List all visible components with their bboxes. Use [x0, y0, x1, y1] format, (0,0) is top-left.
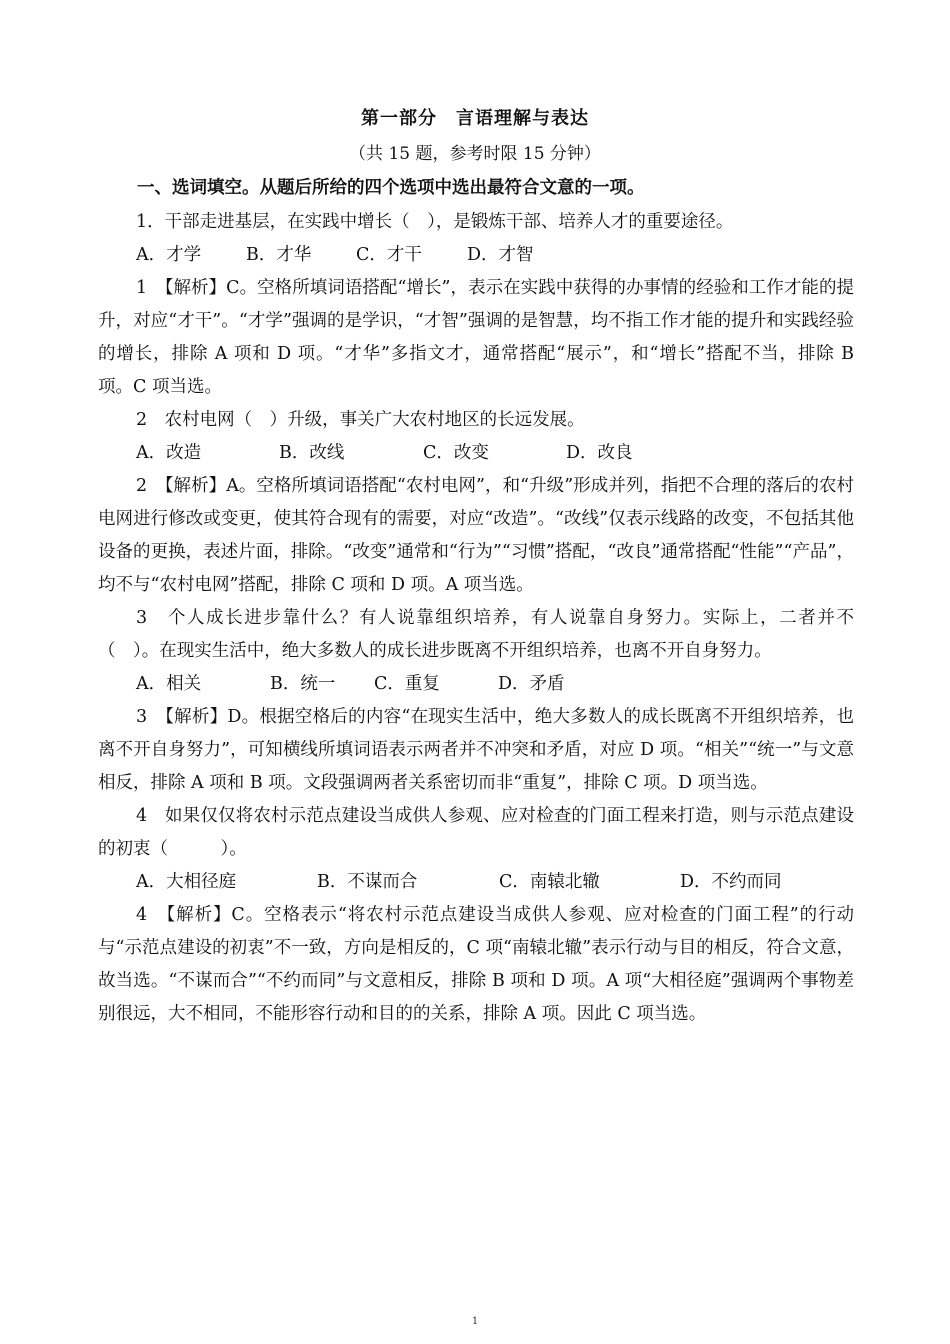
- page-number: 1: [471, 1316, 479, 1327]
- options-row: [98, 239, 854, 272]
- option-d: D．矛盾: [498, 674, 565, 694]
- option-d: D．不约而同: [680, 872, 782, 892]
- option-a: A．才学: [136, 245, 202, 265]
- options-row: [98, 668, 854, 701]
- analysis-paragraph: 4 【解析】C。空格表示“将农村示范点建设当成供人参观、应对检查的门面工程”的行动与“示范点建设的初衷”不一致，方向是相反的，C 项“南辕北辙”表示行动与目的相反，符合文意，故当选。“不谋而合”“不约而同”与文意相反，排除 B 项和 D 项。A 项“大相径庭”强调两个事物差别很远，大不相同，不能形容行动和目的的关系，排除 A 项。因此 C 项当选。: [98, 905, 854, 1024]
- option-b: B．改线: [279, 443, 345, 463]
- option-a: A．大相径庭: [136, 872, 237, 892]
- analysis-paragraph: 1 【解析】C。空格所填词语搭配“增长”，表示在实践中获得的办事情的经验和工作才能的提升，对应“才干”。“才学”强调的是学识，“才智”强调的是智慧，均不指工作才能的提升和实践经验的增长，排除 A 项和 D 项。“才华”多指文才，通常搭配“展示”，和“增长”搭配不当，排除 B 项。C 项当选。: [98, 278, 854, 397]
- option-b: B．不谋而合: [317, 872, 418, 892]
- question-stem: 2 农村电网（ ）升级，事关广大农村地区的长远发展。: [136, 410, 585, 430]
- option-c: C．南辕北辙: [499, 872, 600, 892]
- option-b: B．才华: [246, 245, 312, 265]
- analysis-paragraph: 2 【解析】A。空格所填词语搭配“农村电网”，和“升级”形成并列，指把不合理的落后的农村电网进行修改或变更，使其符合现有的需要，对应“改造”。“改线”仅表示线路的改变，不包括其他设备的更换，表述片面，排除。“改变”通常和“行为”“习惯”搭配，“改良”通常搭配“性能”“产品”，均不与“农村电网”搭配，排除 C 项和 D 项。A 项当选。: [98, 476, 854, 595]
- question-stem: 3 个人成长进步靠什么？有人说靠组织培养，有人说靠自身努力。实际上，二者并不（ ）。在现实生活中，绝大多数人的成长进步既离不开组织培养，也离不开自身努力。: [98, 608, 854, 661]
- option-d: D．改良: [566, 443, 633, 463]
- option-c: C．重复: [374, 674, 440, 694]
- question-stem: 1．干部走进基层，在实践中增长（ ），是锻炼干部、培养人才的重要途径。: [136, 212, 734, 232]
- analysis-paragraph: 3 【解析】D。根据空格后的内容“在现实生活中，绝大多数人的成长既离不开组织培养，也离不开自身努力”，可知横线所填词语表示两者并不冲突和矛盾，对应 D 项。“相关”“统一”与文意相反，排除 A 项和 B 项。文段强调两者关系密切而非“重复”，排除 C 项。D 项当选。: [98, 707, 854, 793]
- options-row: [98, 866, 854, 899]
- question-stem: 4 如果仅仅将农村示范点建设当成供人参观、应对检查的门面工程来打造，则与示范点建设的初衷（ ）。: [98, 806, 854, 859]
- option-c: C．才干: [356, 245, 422, 265]
- question-list: [98, 206, 854, 1031]
- part-subtitle: （共 15 题，参考时限 15 分钟）: [349, 144, 601, 164]
- option-b: B．统一: [270, 674, 336, 694]
- part-title: 第一部分 言语理解与表达: [361, 108, 589, 129]
- option-a: A．改造: [136, 443, 202, 463]
- option-c: C．改变: [423, 443, 489, 463]
- section-heading: 一、选词填空。从题后所给的四个选项中选出最符合文意的一项。: [137, 178, 645, 198]
- option-d: D．才智: [467, 245, 534, 265]
- option-a: A．相关: [136, 674, 202, 694]
- options-row: [98, 437, 854, 470]
